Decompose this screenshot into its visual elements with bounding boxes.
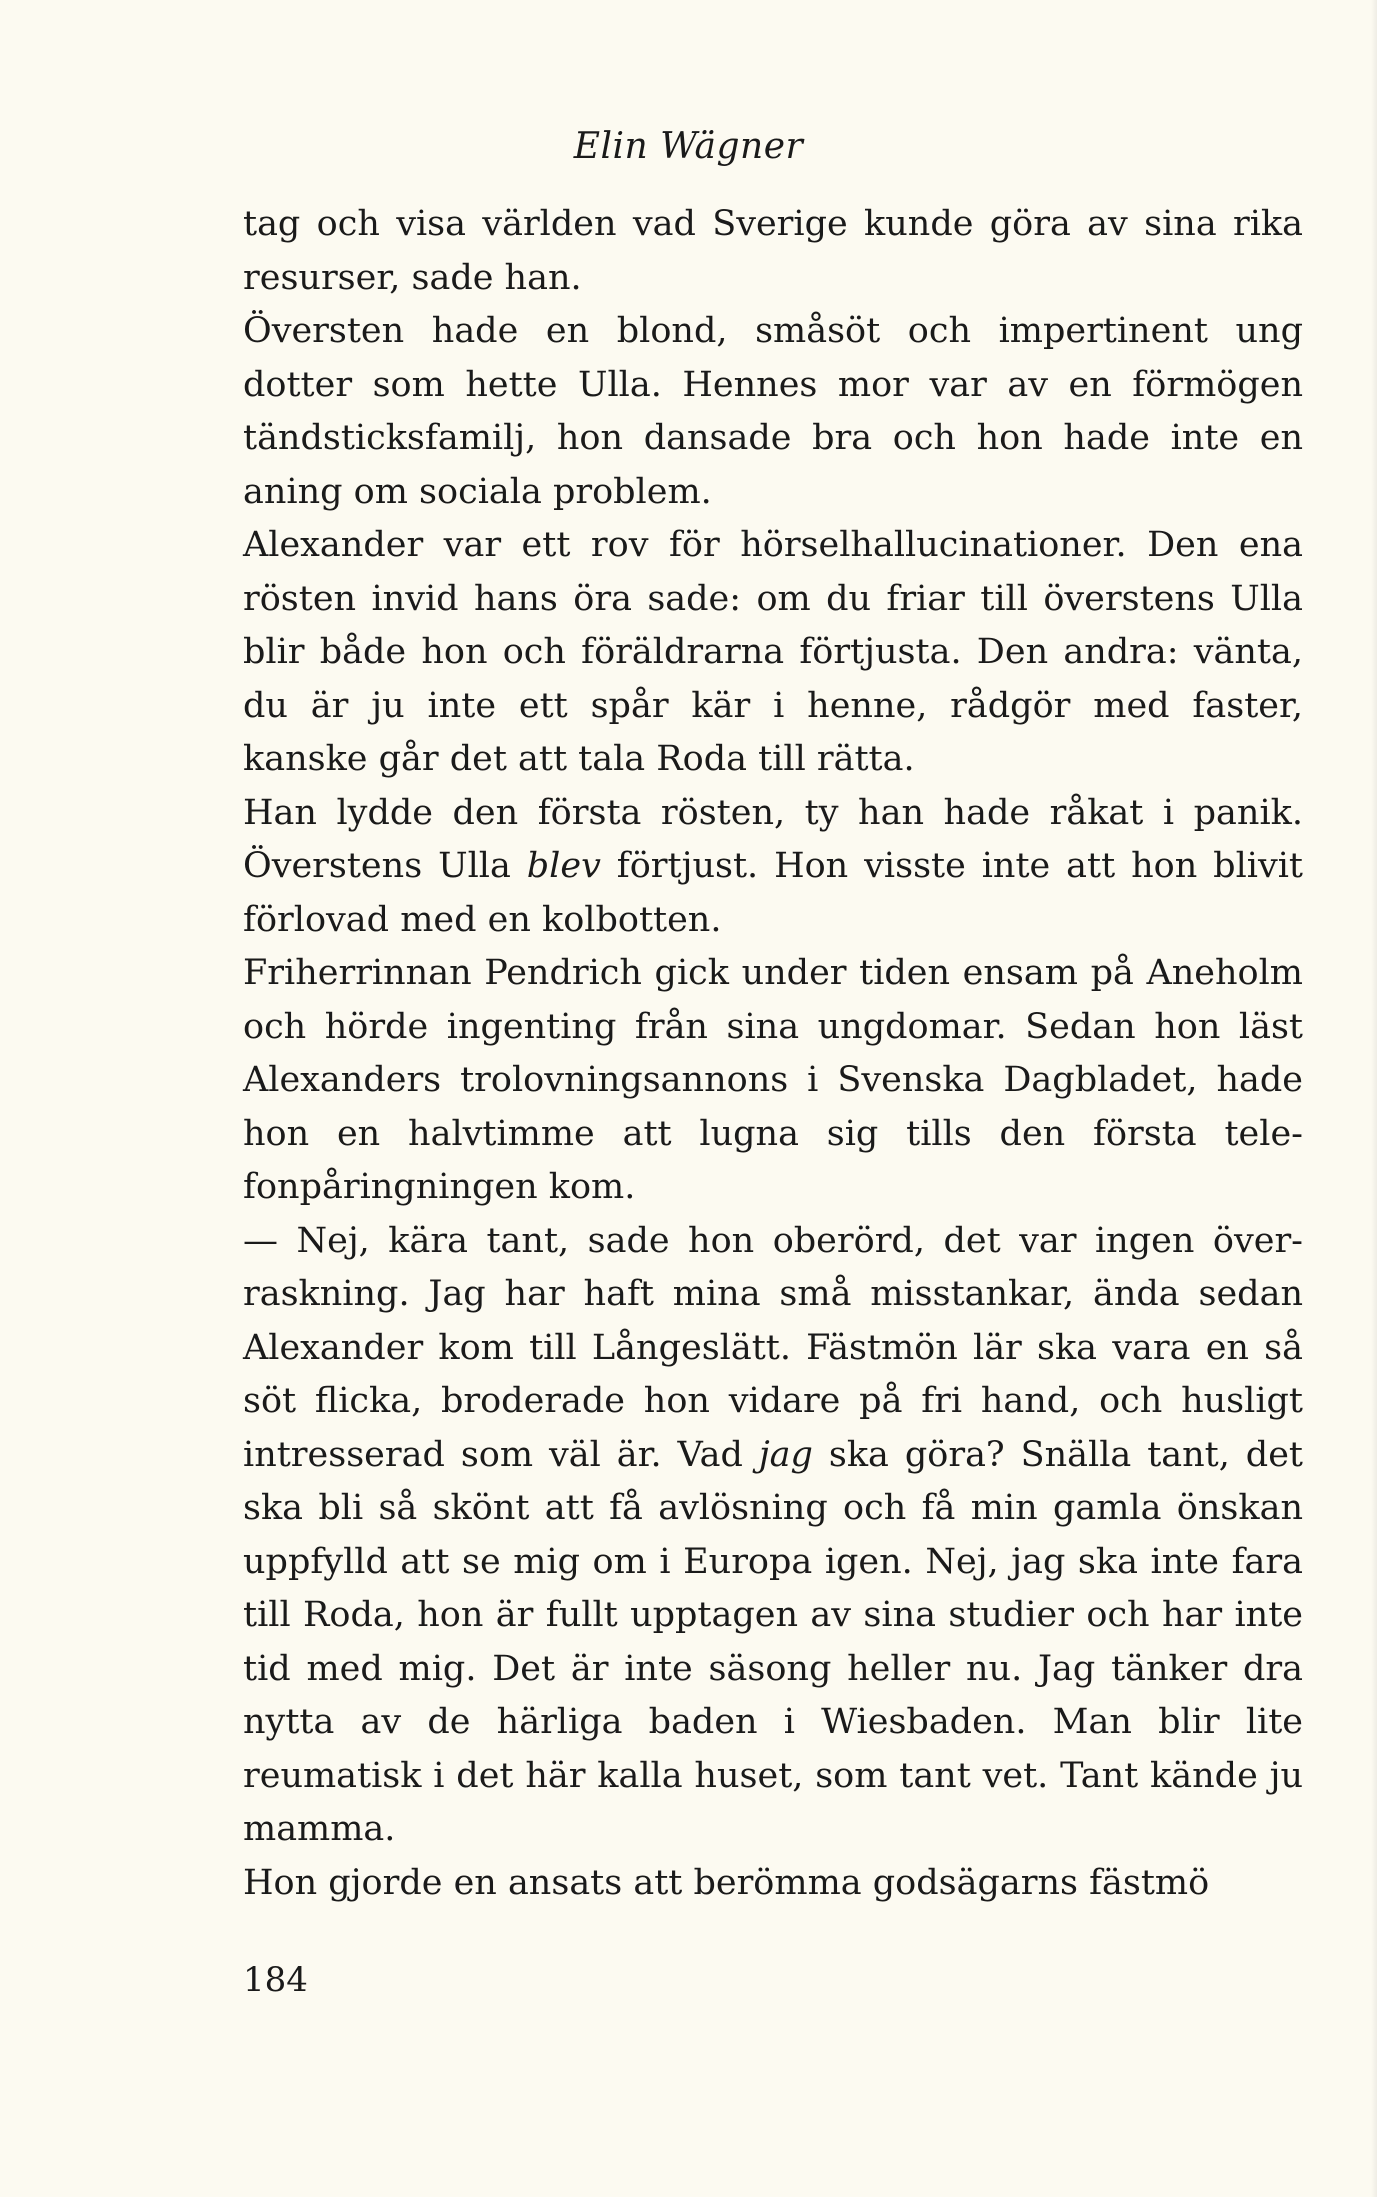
text-run: Friherrinnan Pendrich gick under tiden ensam på Aneholm och hörde ingenting från sina ungdomar. Sedan hon läst Alexanders trolovningsannons i Svenska Dagbladet, hade hon en halvtimme att lugna sig tills den första telefonpåringningen kom. [243,953,1303,1207]
paragraph [243,198,1303,305]
text-run: Hon gjorde en ansats att berömma godsägarns fästmö [243,1862,1210,1903]
text-run: Han lydde den första rösten, ty han hade råkat i panik. Överstens Ulla [243,792,1303,886]
paragraph [243,787,1303,948]
italic-emphasis: blev [526,846,601,886]
page-number: 184 [243,1960,308,2000]
italic-emphasis: jag [758,1434,813,1475]
paragraph [243,1857,1303,1911]
paragraph [243,519,1303,787]
text-run: tag och visa världen vad Sverige kunde göra av sina rika resurser, sade han. [243,204,1303,298]
paragraph [243,1215,1303,1857]
text-run: — Nej, kära tant, sade hon oberörd, det var ingen överraskning. Jag har haft mina små misstankar, ända sedan Alexander kom till Långeslätt. Fästmön lär ska vara en så söt flicka, broderade hon vidare på fri hand, och husligt intresserad som väl är. Vad [243,1220,1303,1475]
text-run: Översten hade en blond, småsöt och impertinent ung dotter som hette Ulla. Hennes mor var av en förmögen tändsticksfamilj, hon dansade bra och hon hade inte en aning om sociala problem. [243,311,1303,512]
page-edge-shadow [1371,0,1377,2197]
paragraph [243,947,1303,1215]
text-run: Alexander var ett rov för hörselhallucinationer. Den ena rösten invid hans öra sade: om du friar till överstens Ulla blir både hon och föräldrarna förtjusta. Den andra: vänta, du är ju inte ett spår kär i henne, rådgör med faster, kanske går det att tala Roda till rätta. [243,525,1303,779]
paragraph [243,305,1303,519]
text-run: förtjust. Hon visste inte att hon blivit förlovad med en kolbotten. [243,846,1303,940]
running-head: Elin Wägner [573,126,804,167]
text-run: ska göra? Snälla tant, det ska bli så skönt att få avlösning och få min gamla önskan uppfylld att se mig om i Europa igen. Nej, jag ska inte fara till Roda, hon är fullt upptagen av sina studier och har inte tid med mig. Det är inte säsong heller nu. Jag tänker dra nytta av de härliga baden i Wiesbaden. Man blir lite reumatisk i det här kalla huset, som tant vet. Tant kände ju mamma. [243,1434,1303,1849]
body-text [243,198,1303,1910]
